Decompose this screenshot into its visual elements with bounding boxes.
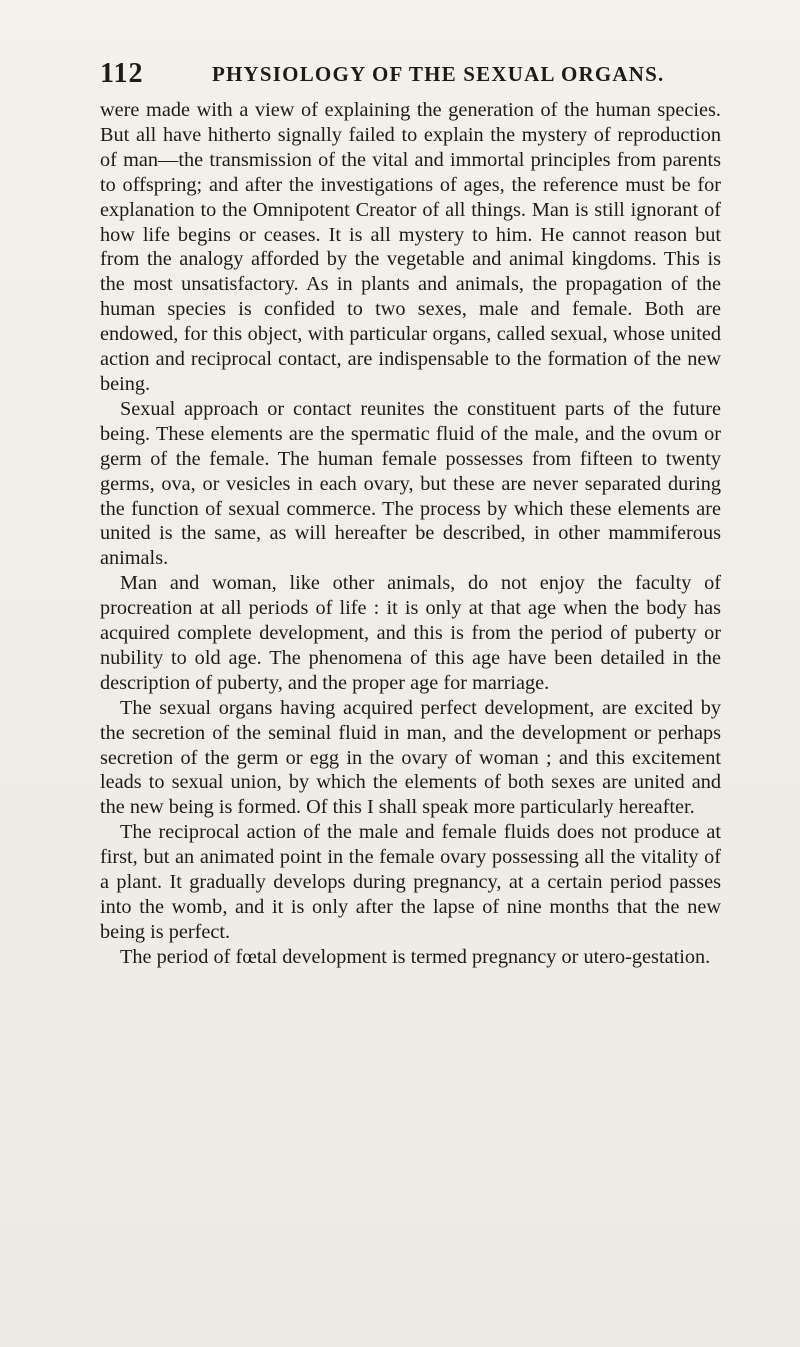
paragraph: Sexual approach or contact reunites the constituent parts of the future being. These elements are the spermatic fluid of the male, and the ovum or germ of the female. The human female possesses from fifteen to twenty germs, ova, or vesicles in each ovary, but these are never separated during the function of sexual commerce. The process by which these elements are united is the same, as will hereafter be described, in other mammiferous animals. <box>100 397 721 570</box>
paragraph: The sexual organs having acquired perfect development, are excited by the secretion of the seminal fluid in man, and the development or perhaps secretion of the germ or egg in the ovary of woman ; and this excitement leads to sexual union, by which the elements of both sexes are united and the new being is formed. Of this I shall speak more particularly hereafter. <box>100 696 721 819</box>
body-text <box>100 98 721 970</box>
paragraph: The reciprocal action of the male and female fluids does not produce at first, but an animated point in the female ovary possessing all the vitality of a plant. It gradually develops during pregnancy, at a certain period passes into the womb, and it is only after the lapse of nine months that the new being is perfect. <box>100 821 721 943</box>
paragraph: The period of fœtal development is termed pregnancy or utero-gestation. <box>120 945 711 968</box>
paragraph: Man and woman, like other animals, do not enjoy the faculty of procreation at all periods of life : it is only at that age when the body has acquired complete development, and this is from the period of puberty or nubility to old age. The phenomena of this age have been detailed in the description of puberty, and the proper age for marriage. <box>100 572 721 694</box>
running-title: PHYSIOLOGY OF THE SEXUAL ORGANS. <box>212 62 665 86</box>
page-number: 112 <box>100 58 144 89</box>
page-header <box>100 56 720 92</box>
paragraph: were made with a view of explaining the generation of the human species. But all have hitherto signally failed to explain the mystery of reproduction of man—the transmission of the vital and immortal principles from parents to offspring; and after the investigations of ages, the reference must be for explanation to the Omnipotent Creator of all things. Man is still ignorant of how life begins or ceases. It is all mystery to him. He cannot reason but from the analogy afforded by the vegetable and animal kingdoms. This is the most unsatisfactory. As in plants and animals, the propagation of the human species is confided to two sexes, male and female. Both are endowed, for this object, with particular organs, called sexual, whose united action and reciprocal contact, are indispensable to the formation of the new being. <box>100 99 721 395</box>
